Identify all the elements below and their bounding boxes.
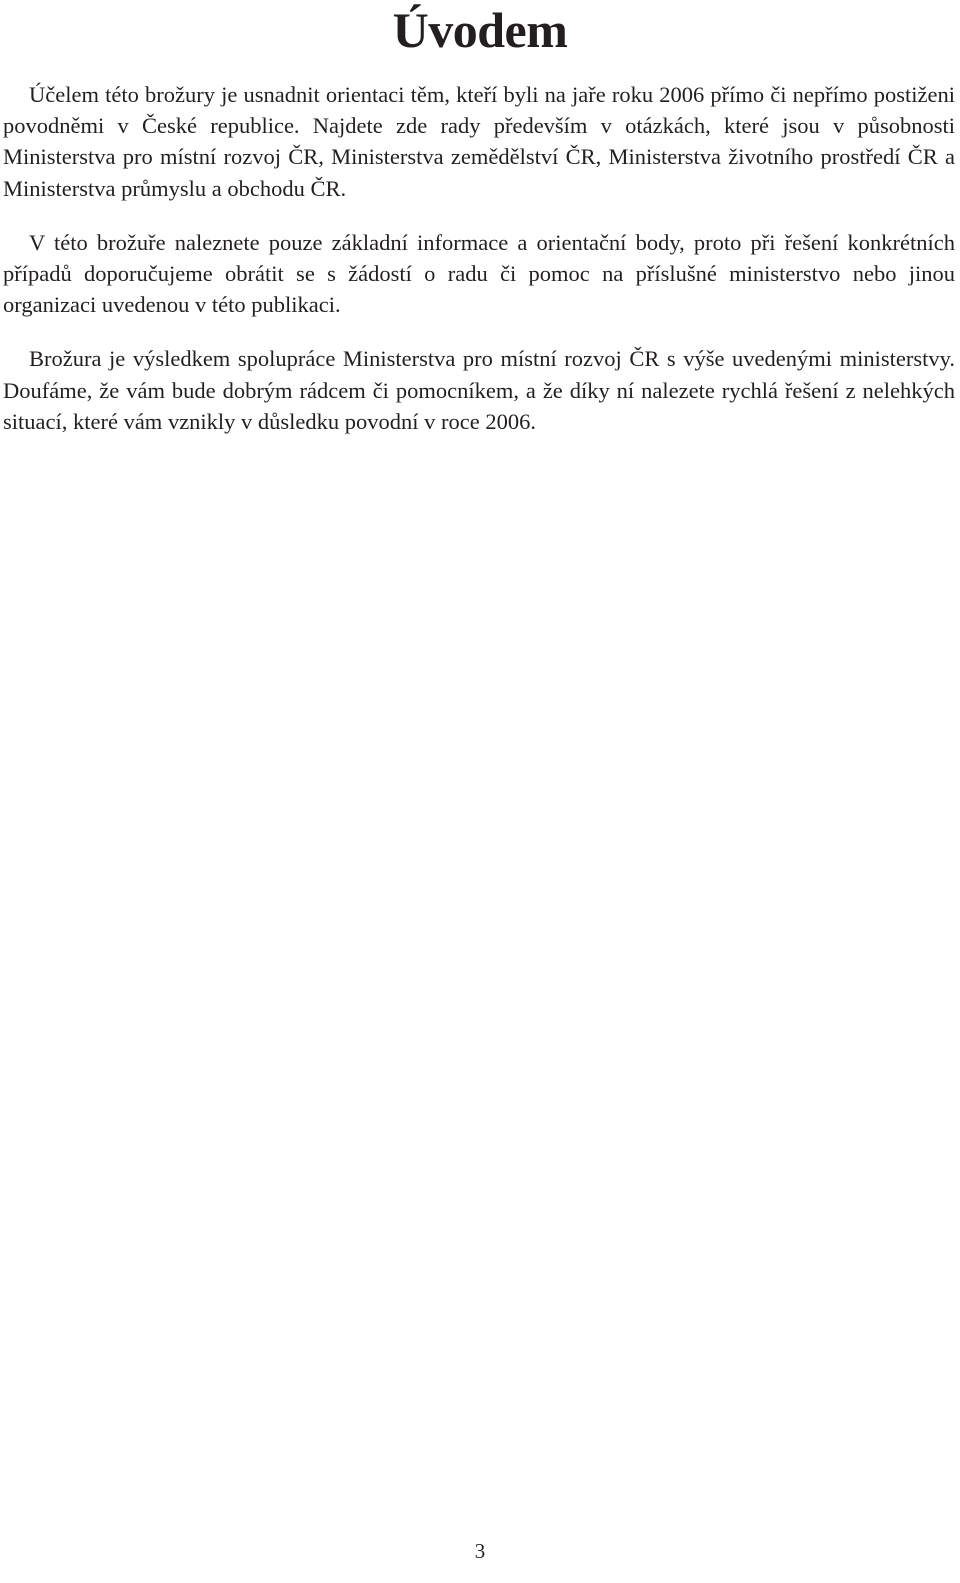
page-title: Úvodem bbox=[392, 2, 568, 58]
page-number: 3 bbox=[474, 1539, 486, 1563]
paragraph-cooperation: Brožura je výsledkem spolupráce Ministerstva pro místní rozvoj ČR s výše uvedenými ministerstvy. Doufáme, že vám bude dobrým rádcem či pomocníkem, a že díky ní nalezete rychlá řešení z nelehkých situací, které vám vznikly v důsledku povodní v roce 2006. bbox=[3, 346, 955, 434]
body-text bbox=[3, 79, 955, 460]
paragraph-purpose: Účelem této brožury je usnadnit orientaci těm, kteří byli na jaře roku 2006 přímo či nepřímo postiženi povodněmi v České republice. Najdete zde rady především v otázkách, které jsou v působnosti Ministerstva pro místní rozvoj ČR, Ministerstva zemědělství ČR, Ministerstva životního prostředí ČR a Ministerstva průmyslu a obchodu ČR. bbox=[3, 82, 955, 201]
paragraph-basic-info: V této brožuře naleznete pouze základní informace a orientační body, proto při řešení konkrétních případů doporučujeme obrátit se s žádostí o radu či pomoc na příslušné ministerstvo nebo jinou organizaci uvedenou v této publikaci. bbox=[3, 229, 955, 318]
